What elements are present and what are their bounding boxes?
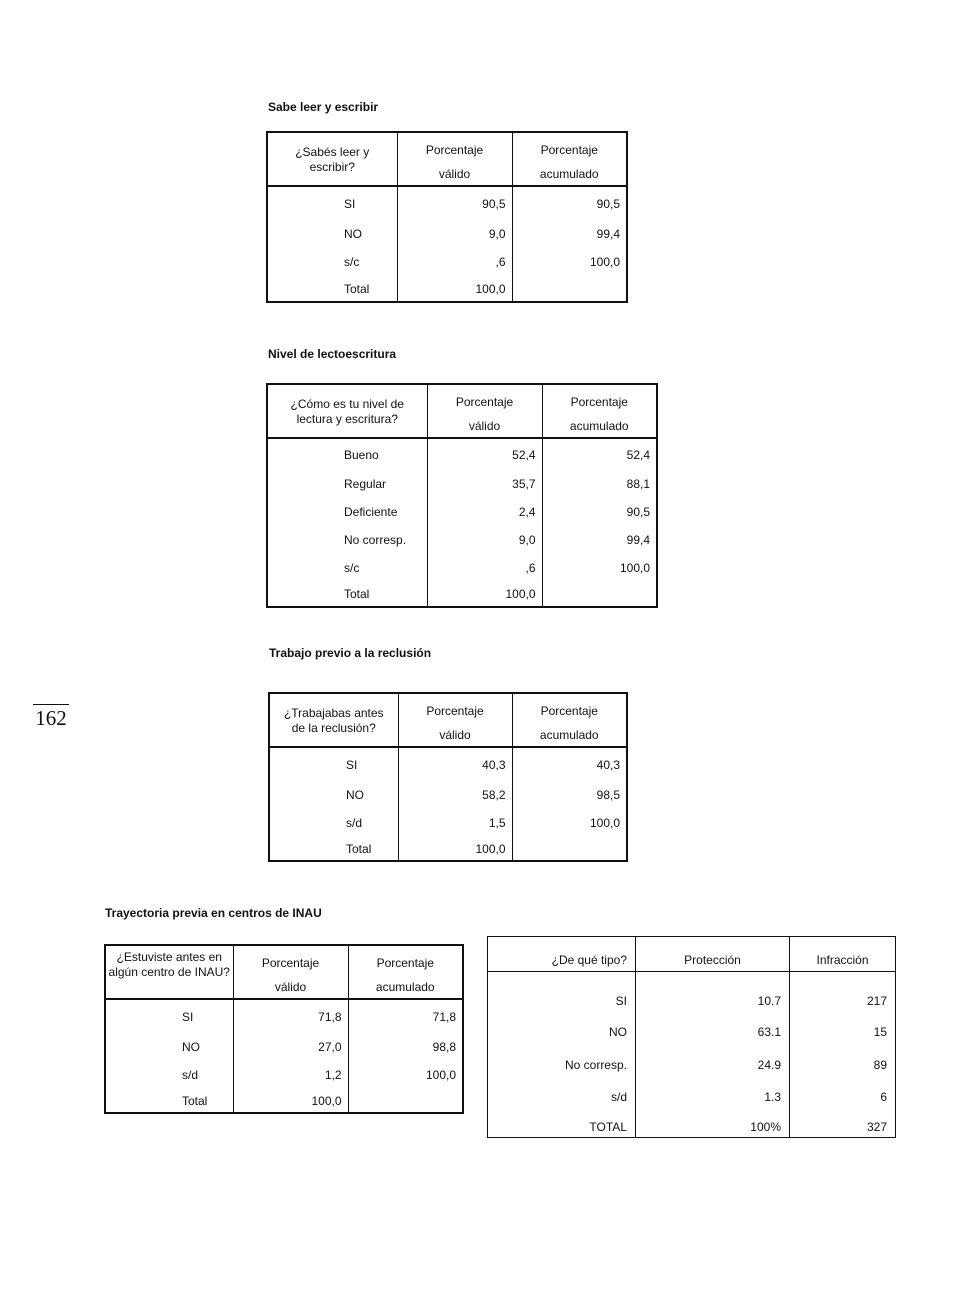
- table-row: [267, 220, 627, 248]
- table3-acc-header: acumulado: [539, 728, 599, 742]
- table2-acc-header: acumulado: [569, 419, 629, 433]
- valid-pct: 1,2: [233, 1061, 348, 1089]
- table5-type-header: ¿De qué tipo?: [488, 937, 636, 972]
- valid-pct: 9,0: [427, 526, 542, 554]
- row-label: s/d: [105, 1061, 233, 1089]
- table5: [487, 936, 896, 1138]
- cum-pct: 88,1: [626, 477, 650, 491]
- table-row-total: [488, 1108, 896, 1138]
- table3: [268, 692, 628, 862]
- valid-pct: 71,8: [233, 999, 348, 1033]
- table2-pct-header: Porcentaje: [455, 395, 514, 409]
- row-label: SI: [267, 186, 397, 220]
- valid-pct: 100,0: [398, 837, 512, 861]
- cum-pct: 99,4: [626, 533, 650, 547]
- valid-pct: 100,0: [397, 276, 512, 302]
- cum-pct: [542, 582, 657, 607]
- table-row-total: [105, 1089, 463, 1113]
- proteccion-value: 63.1: [636, 1012, 790, 1043]
- valid-pct: 40,3: [398, 747, 512, 781]
- valid-pct: 35,7: [427, 470, 542, 498]
- table4-question-header: ¿Estuviste antes en algún centro de INAU?: [105, 945, 233, 999]
- valid-pct: 1,5: [398, 809, 512, 837]
- table1: [266, 131, 628, 303]
- table2-cum-header: Porcentaje: [570, 395, 628, 409]
- table-row-total: [269, 837, 627, 861]
- table1-valid-header: válido: [438, 167, 471, 181]
- table2-title: Nivel de lectoescritura: [268, 347, 397, 361]
- page-number: 162: [33, 704, 69, 731]
- table3-valid-header: válido: [439, 728, 471, 742]
- cum-pct: 40,3: [596, 757, 620, 772]
- table2-question-header: ¿Cómo es tu nivel de lectura y escritura?: [267, 384, 427, 438]
- infraccion-value: 15: [873, 1024, 887, 1039]
- row-label: SI: [488, 972, 636, 1012]
- cum-pct: 90,5: [596, 196, 620, 211]
- valid-pct: 100,0: [427, 582, 542, 607]
- row-label: s/d: [488, 1076, 636, 1108]
- table-row: [267, 438, 657, 470]
- table-row: [105, 1061, 463, 1089]
- table4-acc-header: acumulado: [375, 980, 435, 994]
- table-row: [488, 1043, 896, 1076]
- infraccion-value: 217: [866, 993, 887, 1008]
- row-label: Deficiente: [267, 498, 427, 526]
- table-row: [105, 999, 463, 1033]
- valid-pct: 9,0: [397, 220, 512, 248]
- row-label: Total: [267, 276, 397, 302]
- cum-pct: 100,0: [589, 816, 620, 830]
- table4: [104, 944, 464, 1114]
- valid-pct: 100,0: [233, 1089, 348, 1113]
- row-label: No corresp.: [267, 526, 427, 554]
- table2: [266, 383, 658, 608]
- row-label: Regular: [267, 470, 427, 498]
- table5-proteccion-header: Protección: [636, 937, 790, 972]
- row-label: NO: [488, 1012, 636, 1043]
- row-label: NO: [267, 220, 397, 248]
- row-label: Total: [105, 1089, 233, 1113]
- cum-pct: 99,4: [596, 227, 620, 241]
- table1-title: Sabe leer y escribir: [268, 100, 379, 114]
- valid-pct: 27,0: [233, 1033, 348, 1061]
- table3-cum-header: Porcentaje: [540, 704, 598, 718]
- row-label: s/c: [267, 554, 427, 582]
- infraccion-value: 327: [866, 1120, 887, 1134]
- row-label: SI: [269, 747, 398, 781]
- proteccion-value: 100%: [636, 1108, 790, 1138]
- table-row: [488, 1076, 896, 1108]
- proteccion-value: 10.7: [636, 972, 790, 1012]
- row-label: No corresp.: [488, 1043, 636, 1076]
- cum-pct: [348, 1089, 463, 1113]
- valid-pct: 2,4: [427, 498, 542, 526]
- row-label: Total: [267, 582, 427, 607]
- row-label: Bueno: [267, 438, 427, 470]
- table-row: [267, 470, 657, 498]
- table-row: [267, 498, 657, 526]
- table3-question-header: ¿Trabajabas antes de la reclusión?: [269, 693, 398, 747]
- table4-valid-header: válido: [274, 980, 307, 994]
- row-label: Total: [269, 837, 398, 861]
- table4-title: Trayectoria previa en centros de INAU: [105, 906, 322, 920]
- table-row-total: [267, 582, 657, 607]
- row-label: SI: [105, 999, 233, 1033]
- table-row: [267, 526, 657, 554]
- row-label: NO: [105, 1033, 233, 1061]
- valid-pct: ,6: [397, 248, 512, 276]
- cum-pct: 90,5: [626, 505, 650, 519]
- table-row: [267, 554, 657, 582]
- cum-pct: [512, 276, 627, 302]
- row-label: s/d: [269, 809, 398, 837]
- table2-valid-header: válido: [468, 419, 501, 433]
- table-row: [105, 1033, 463, 1061]
- table3-title: Trabajo previo a la reclusión: [269, 646, 432, 660]
- cum-pct: 98,5: [596, 788, 620, 802]
- cum-pct: 52,4: [626, 447, 650, 462]
- table1-pct-header: Porcentaje: [425, 143, 484, 157]
- valid-pct: 58,2: [398, 781, 512, 809]
- table-row: [267, 248, 627, 276]
- infraccion-value: 6: [880, 1089, 887, 1104]
- table3-pct-header: Porcentaje: [426, 704, 484, 718]
- table-row: [488, 972, 896, 1012]
- table1-acc-header: acumulado: [539, 167, 599, 181]
- cum-pct: [512, 837, 627, 861]
- table-row: [488, 1012, 896, 1043]
- valid-pct: ,6: [427, 554, 542, 582]
- infraccion-value: 89: [873, 1057, 887, 1072]
- cum-pct: 100,0: [589, 255, 620, 269]
- cum-pct: 100,0: [425, 1068, 456, 1082]
- proteccion-value: 1.3: [636, 1076, 790, 1108]
- cum-pct: 98,8: [432, 1040, 456, 1054]
- cum-pct: 71,8: [432, 1009, 456, 1024]
- row-label: s/c: [267, 248, 397, 276]
- table-row: [267, 186, 627, 220]
- table1-cum-header: Porcentaje: [540, 143, 598, 157]
- valid-pct: 90,5: [397, 186, 512, 220]
- row-label: TOTAL: [488, 1108, 636, 1138]
- table4-cum-header: Porcentaje: [376, 956, 434, 970]
- table1-question-header: ¿Sabés leer y escribir?: [267, 132, 397, 186]
- cum-pct: 100,0: [619, 561, 650, 575]
- proteccion-value: 24.9: [636, 1043, 790, 1076]
- valid-pct: 52,4: [427, 438, 542, 470]
- table4-pct-header: Porcentaje: [261, 956, 320, 970]
- table-row: [269, 747, 627, 781]
- table-row: [269, 781, 627, 809]
- table-row: [269, 809, 627, 837]
- table5-infraccion-header: Infracción: [790, 937, 896, 972]
- table-row-total: [267, 276, 627, 302]
- row-label: NO: [269, 781, 398, 809]
